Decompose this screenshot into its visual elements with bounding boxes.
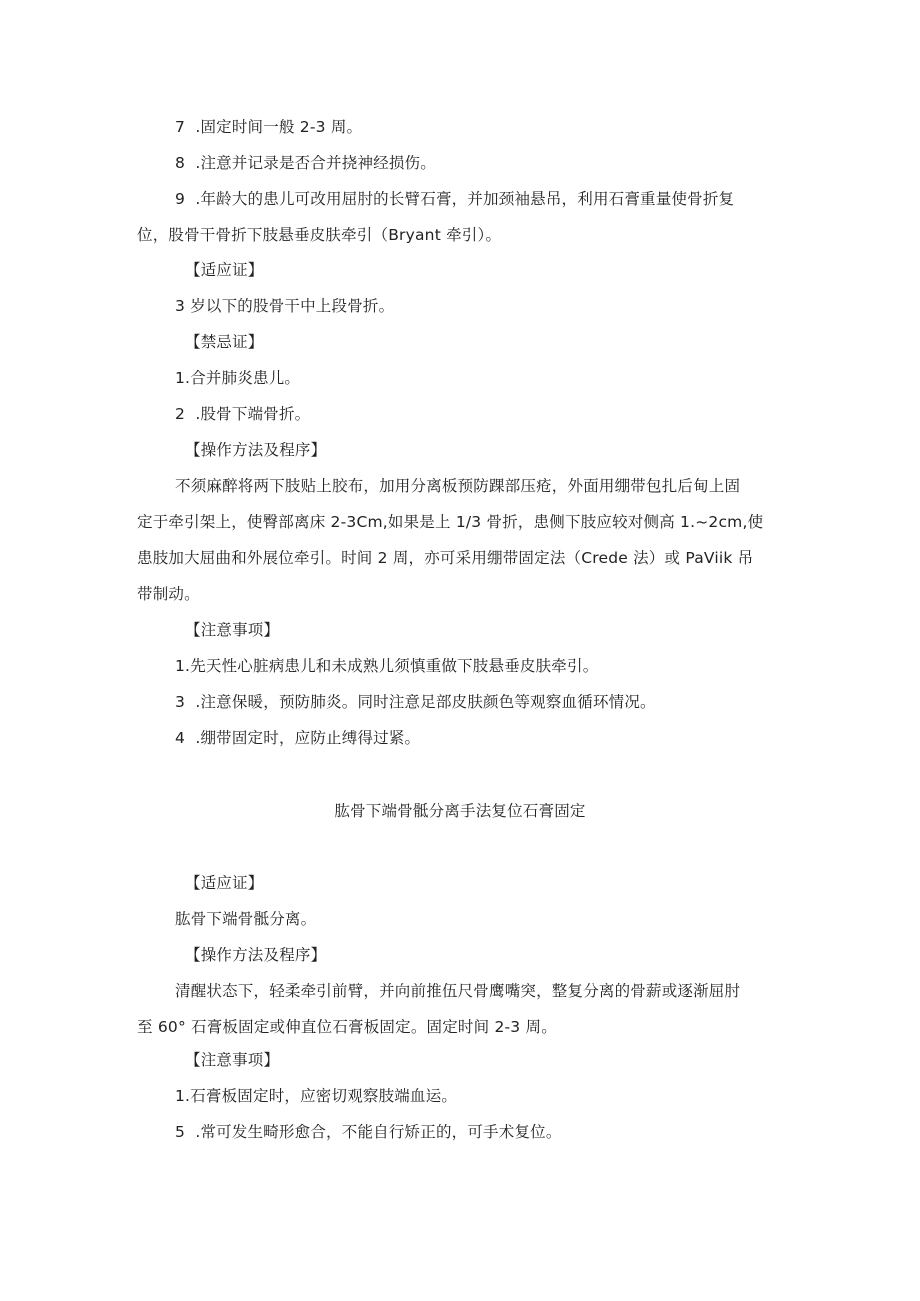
procedure-paragraph-2-line-1: 清醒状态下，轻柔牵引前臂，并向前推伍尺骨鹰嘴突，整复分离的骨薪或逐渐屈肘 xyxy=(175,982,741,1000)
note-item-1: 1.先天性心脏病患儿和未成熟儿须慎重做下肢悬垂皮肤牵引。 xyxy=(175,657,599,675)
note-item-2-1: 1.石膏板固定时，应密切观察肢端血运。 xyxy=(175,1087,458,1105)
list-item-7: 7 .固定时间一般 2-3 周。 xyxy=(175,118,363,136)
procedure-heading: 【操作方法及程序】 xyxy=(185,441,327,459)
contraindication-item-1: 1.合并肺炎患儿。 xyxy=(175,369,301,387)
notes-heading: 【注意事项】 xyxy=(185,621,280,639)
procedure-paragraph-2-line-2: 至 60° 石膏板固定或伸直位石膏板固定。固定时间 2-3 周。 xyxy=(137,1018,557,1036)
note-item-4: 4 .绷带固定时，应防止缚得过紧。 xyxy=(175,729,421,747)
indications-heading-2: 【适应证】 xyxy=(185,874,264,892)
procedure-paragraph-line-2: 定于牵引架上，使臀部离床 2-3Cm,如果是上 1/3 骨折，患侧下肢应较对侧高 1.~2cm,使 xyxy=(137,513,764,531)
notes-heading-2: 【注意事项】 xyxy=(185,1051,280,1069)
contraindications-heading: 【禁忌证】 xyxy=(185,333,264,351)
procedure-heading-2: 【操作方法及程序】 xyxy=(185,946,327,964)
procedure-paragraph-line-1: 不须麻醉将两下肢贴上胶布，加用分离板预防踝部压疮，外面用绷带包扎后甸上固 xyxy=(175,477,741,495)
note-item-3: 3 .注意保暖，预防肺炎。同时注意足部皮肤颜色等观察血循环情况。 xyxy=(175,693,656,711)
list-item-9-line-1: 9 .年龄大的患儿可改用屈肘的长臂石膏，并加颈袖悬吊，利用石膏重量使骨折复 xyxy=(175,190,735,208)
indications-text: 3 岁以下的股骨干中上段骨折。 xyxy=(175,297,395,315)
section-title: 肱骨下端骨骶分离手法复位石膏固定 xyxy=(334,802,586,820)
indications-heading: 【适应证】 xyxy=(185,261,264,279)
list-item-8: 8 .注意并记录是否合并挠神经损伤。 xyxy=(175,154,436,172)
procedure-paragraph-line-4: 带制动。 xyxy=(137,585,200,603)
procedure-paragraph-line-3: 患肢加大屈曲和外展位牵引。时间 2 周，亦可采用绷带固定法（Crede 法）或 PaViik 吊 xyxy=(137,549,754,567)
contraindication-item-2: 2 .股骨下端骨折。 xyxy=(175,405,311,423)
note-item-2-5: 5 .常可发生畸形愈合，不能自行矫正的，可手术复位。 xyxy=(175,1123,562,1141)
indications-text-2: 肱骨下端骨骶分离。 xyxy=(175,910,317,928)
list-item-9-line-2: 位，股骨干骨折下肢悬垂皮肤牵引（Bryant 牵引）。 xyxy=(137,226,502,244)
